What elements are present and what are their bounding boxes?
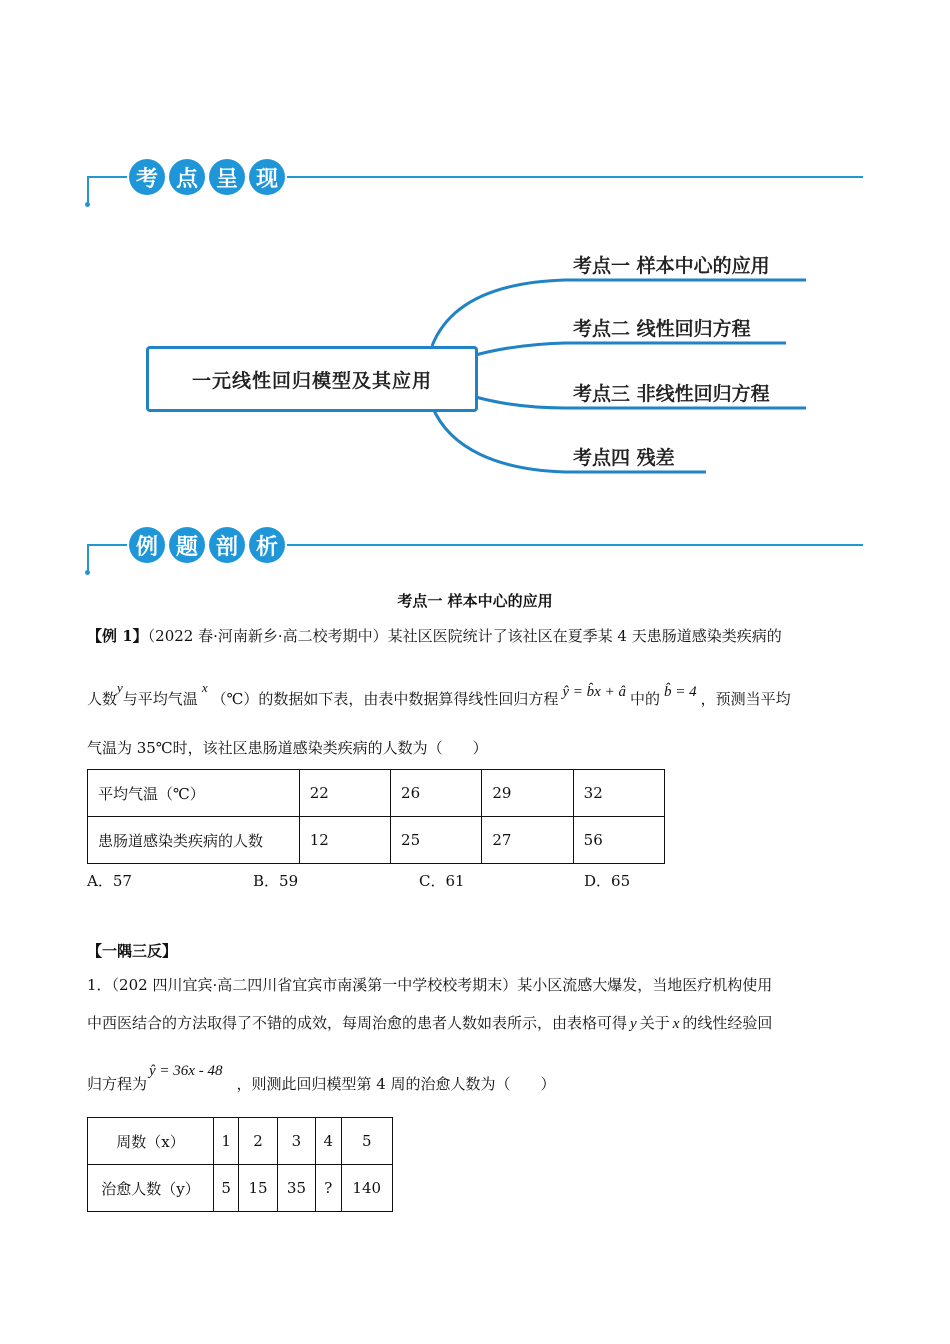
var-x: x	[672, 1016, 680, 1032]
table-cell: 35	[277, 1165, 315, 1212]
table-cell: ?	[316, 1165, 341, 1212]
option-c: C．61	[419, 872, 465, 890]
table-cell: 15	[239, 1165, 277, 1212]
example1-line2-e: ，预测当平均	[700, 690, 791, 708]
option-a: A．57	[87, 872, 132, 890]
table-cell: 56	[573, 817, 664, 864]
table-cell: 5	[214, 1165, 239, 1212]
table-cell: 140	[341, 1165, 393, 1212]
table-cell: 平均气温（℃）	[88, 770, 300, 817]
example1-line3: 气温为 35℃时，该社区患肠道感染类疾病的人数为（ ）	[87, 739, 488, 757]
section1-char-4: 现	[249, 159, 285, 195]
table-cell: 27	[482, 817, 573, 864]
example1-line2-b: 与平均气温	[122, 690, 198, 708]
topic1-heading: 考点一 样本中心的应用	[397, 592, 553, 610]
table-row	[88, 817, 665, 864]
table-cell: 22	[299, 770, 390, 817]
mindmap-branch-1: 考点一 样本中心的应用	[573, 255, 770, 277]
example1-line2-d: 中的	[629, 690, 660, 708]
table-cell: 2	[239, 1118, 277, 1165]
bhat-value: b̂ = 4	[663, 684, 697, 700]
table-cell: 4	[316, 1118, 341, 1165]
mindmap-branch-3: 考点三 非线性回归方程	[573, 383, 770, 405]
section2-bracket-dot	[85, 570, 90, 575]
section1-char-3: 呈	[209, 159, 245, 195]
example1-line2-c: （℃）的数据如下表，由表中数据算得线性回归方程	[211, 690, 559, 708]
table-row	[88, 1165, 393, 1212]
section2-char-2: 题	[169, 527, 205, 563]
table-cell: 治愈人数（y）	[88, 1165, 214, 1212]
practice-q1-line2-b: 关于	[639, 1014, 670, 1032]
mindmap-connectors	[0, 0, 950, 520]
example1-line2	[87, 680, 791, 709]
table-cell: 周数（x）	[88, 1118, 214, 1165]
practice-q1-line2-a: 中西医结合的方法取得了不错的成效，每周治愈的患者人数如表所示，由表格可得	[87, 1014, 628, 1032]
section2-char-1: 例	[129, 527, 165, 563]
example1-line1	[87, 625, 782, 646]
var-y: y	[630, 1016, 637, 1032]
table-cell: 1	[214, 1118, 239, 1165]
section2-char-3: 剖	[209, 527, 245, 563]
regression-equation: ŷ = b̂x + â	[562, 684, 626, 700]
table-cell: 患肠道感染类疾病的人数	[88, 817, 300, 864]
option-b: B．59	[253, 872, 299, 890]
section1-char-2: 点	[169, 159, 205, 195]
table-row	[88, 1118, 393, 1165]
example1-line2-a: 人数	[87, 690, 118, 708]
table-row	[88, 770, 665, 817]
table-cell: 12	[299, 817, 390, 864]
practice-tag: 【一隅三反】	[87, 942, 178, 960]
practice-q1-line2-c: 的线性经验回	[682, 1014, 773, 1032]
mindmap-center: 一元线性回归模型及其应用	[146, 346, 478, 412]
table-cell: 29	[482, 770, 573, 817]
practice-q1-line3-a: 归方程为	[87, 1075, 148, 1093]
mindmap-branch-2: 考点二 线性回归方程	[573, 318, 751, 340]
var-x: x	[201, 680, 208, 695]
table-cell: 32	[573, 770, 664, 817]
var-y: y	[117, 680, 123, 695]
practice-table	[87, 1117, 393, 1212]
table-cell: 26	[391, 770, 482, 817]
section1-char-1: 考	[129, 159, 165, 195]
example1-line1-text: （2022 春·河南新乡·高二校考期中）某社区医院统计了该社区在夏季某 4 天患肠道感染类疾病的	[147, 627, 782, 645]
section2-bracket-vertical	[87, 544, 89, 572]
example1-tag: 【例 1】	[87, 627, 148, 645]
practice-q1-line1: 1．（202 四川宜宾·高二四川省宜宾市南溪第一中学校校考期末）某小区流感大爆发，当地医疗机构使用	[87, 976, 773, 994]
practice-regression-equation: ŷ = 36x - 48	[149, 1063, 223, 1079]
mindmap-branch-4: 考点四 残差	[573, 447, 675, 469]
table-cell: 25	[391, 817, 482, 864]
practice-q1-line3	[87, 1063, 556, 1094]
practice-q1-line3-b: ，则测此回归模型第 4 周的治愈人数为（ ）	[236, 1075, 556, 1093]
table-cell: 5	[341, 1118, 393, 1165]
example1-table	[87, 769, 665, 864]
option-d: D．65	[584, 872, 631, 890]
table-cell: 3	[277, 1118, 315, 1165]
practice-q1-line2	[87, 1012, 772, 1033]
section2-char-4: 析	[249, 527, 285, 563]
